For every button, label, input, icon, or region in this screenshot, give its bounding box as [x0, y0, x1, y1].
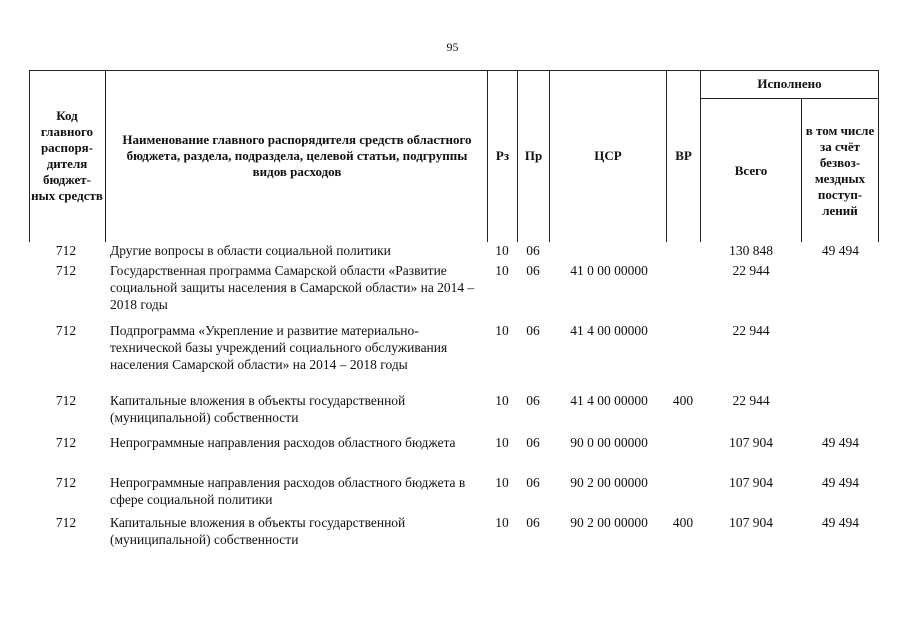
cell-name: Другие вопросы в области социальной политики [110, 243, 391, 258]
cell-code: 712 [55, 323, 77, 338]
cell-name: Капитальные вложения в объекты государственной (муниципальной) собственности [110, 515, 406, 547]
cell-csr: 90 2 00 00000 [570, 515, 648, 530]
cell-pr: 06 [526, 393, 540, 408]
cell-free: 49 494 [821, 243, 859, 258]
cell-total: 22 944 [732, 263, 770, 278]
cell-csr: 41 4 00 00000 [570, 323, 648, 338]
table-row [29, 434, 879, 474]
cell-total: 107 904 [729, 515, 773, 530]
cell-code: 712 [55, 435, 77, 450]
cell-rz: 10 [495, 435, 509, 450]
header-total: Всего [734, 162, 768, 178]
cell-total: 22 944 [732, 393, 770, 408]
table-row [29, 242, 879, 262]
cell-rz: 10 [495, 243, 509, 258]
header-free: в том числе за счёт безвоз-мездных поступ-лений [805, 122, 875, 218]
cell-rz: 10 [495, 393, 509, 408]
cell-pr: 06 [526, 515, 540, 530]
cell-code: 712 [55, 263, 77, 278]
cell-csr: 90 2 00 00000 [570, 475, 648, 490]
cell-name: Непрограммные направления расходов областного бюджета в сфере социальной политики [110, 475, 466, 507]
header-name: Наименование главного распорядителя средств областного бюджета, раздела, подраздела, целевой статьи, подгруппы видов расходов [122, 132, 472, 179]
cell-pr: 06 [526, 263, 540, 278]
cell-pr: 06 [526, 243, 540, 258]
cell-pr: 06 [526, 323, 540, 338]
header-pr: Пр [524, 148, 543, 163]
cell-total: 107 904 [729, 435, 773, 450]
cell-free: 49 494 [821, 515, 859, 530]
table-row [29, 392, 879, 434]
cell-total: 107 904 [729, 475, 773, 490]
cell-pr: 06 [526, 435, 540, 450]
table-row [29, 262, 879, 322]
cell-csr: 41 0 00 00000 [570, 263, 648, 278]
table-body [29, 242, 879, 554]
header-executed: Исполнено [757, 76, 822, 91]
table-row [29, 514, 879, 554]
cell-rz: 10 [495, 323, 509, 338]
cell-total: 22 944 [732, 323, 770, 338]
cell-rz: 10 [495, 475, 509, 490]
cell-pr: 06 [526, 475, 540, 490]
cell-code: 712 [55, 515, 77, 530]
cell-csr: 90 0 00 00000 [570, 435, 648, 450]
cell-rz: 10 [495, 515, 509, 530]
cell-vr: 400 [672, 393, 694, 408]
cell-name: Капитальные вложения в объекты государственной (муниципальной) собственности [110, 393, 406, 425]
header-vr: ВР [675, 148, 692, 163]
cell-total: 130 848 [729, 243, 773, 258]
cell-name: Непрограммные направления расходов областного бюджета [110, 435, 456, 450]
header-code: Код главного распоря-дителя бюджет-ных средств [31, 108, 103, 203]
cell-code: 712 [55, 243, 77, 258]
cell-code: 712 [55, 475, 77, 490]
cell-free: 49 494 [821, 475, 859, 490]
header-rz: Рз [495, 148, 510, 163]
cell-code: 712 [55, 393, 77, 408]
cell-vr: 400 [672, 515, 694, 530]
table-row [29, 474, 879, 514]
header-csr: ЦСР [594, 148, 622, 163]
cell-name: Подпрограмма «Укрепление и развитие материально-технической базы учреждений социального обслуживания населения Самарской области» на 2014 – 2018 годы [110, 323, 448, 372]
table-header [29, 70, 879, 242]
cell-rz: 10 [495, 263, 509, 278]
cell-name: Государственная программа Самарской области «Развитие социальной защиты населения в Самарской области» на 2014 – 2018 годы [110, 263, 475, 312]
cell-csr: 41 4 00 00000 [570, 393, 648, 408]
page-number: 95 [446, 40, 459, 54]
cell-free: 49 494 [821, 435, 859, 450]
table-row [29, 322, 879, 392]
